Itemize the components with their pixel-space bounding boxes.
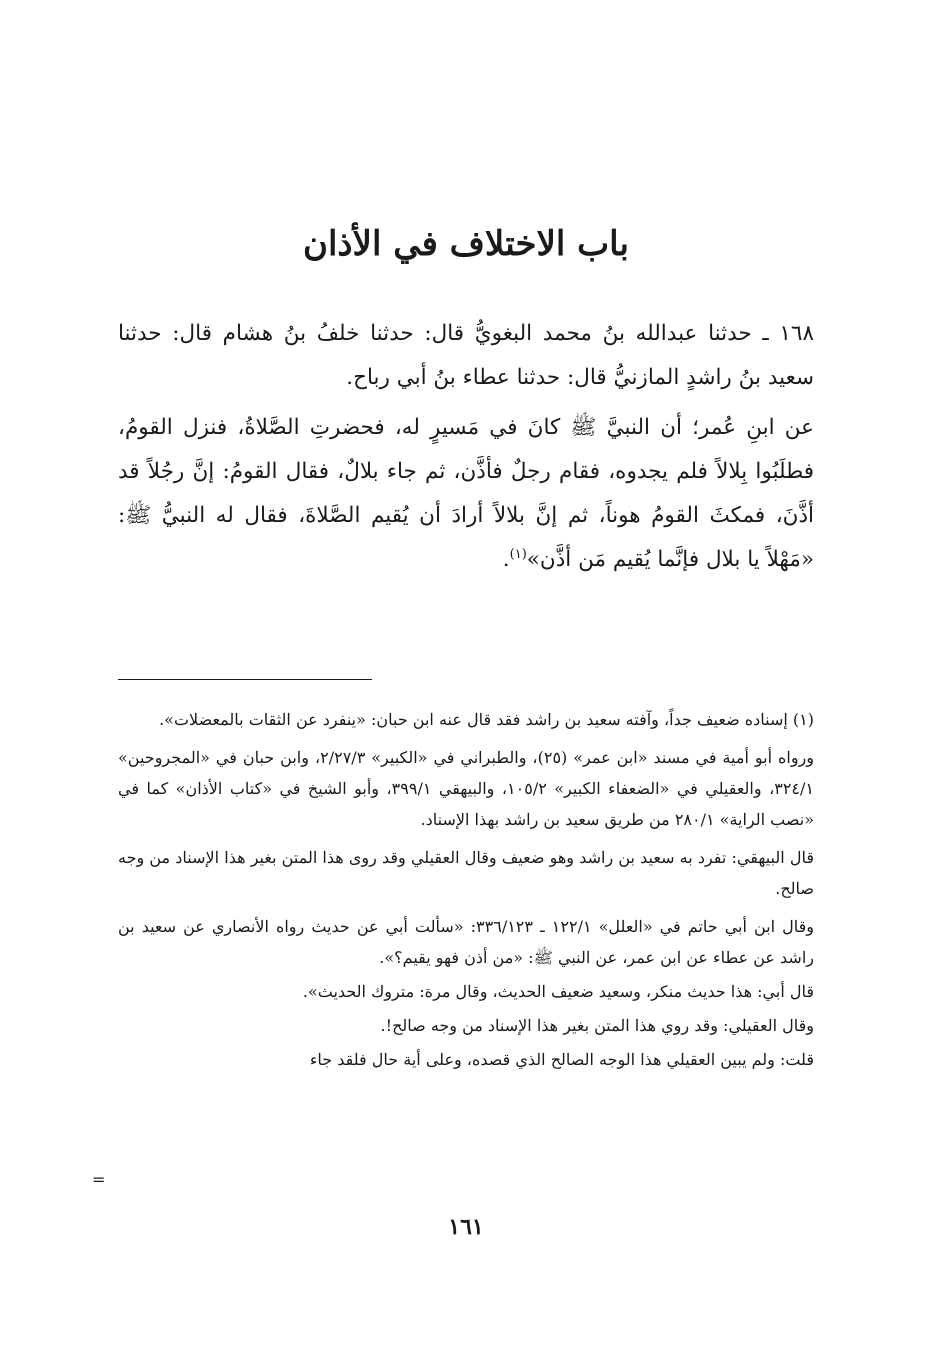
hadith-isnad: ١٦٨ ـ حدثنا عبدالله بنُ محمد البغويُّ قال: حدثنا خلفُ بنُ هشام قال: حدثنا سعيد بنُ راشدٍ المازنيُّ قال: حدثنا عطاء بنُ أبي رباح. [118,321,814,390]
footnote-separator [118,679,372,680]
book-page [92,0,815,1356]
page-number: ١٦١ [448,1214,484,1240]
footnote-paragraph: وقال العقيلي: وقد روي هذا المتن بغير هذا الإسناد من وجه صالح!. [380,1016,814,1035]
continuation-mark: = [92,1170,106,1189]
footnote-paragraph: قلت: ولم يبين العقيلي هذا الوجه الصالح الذي قصده، وعلى أية حال فلقد جاء [309,1050,814,1069]
chapter-title: باب الاختلاف في الأذان [303,224,629,264]
footnote-paragraph: قال أبي: هذا حديث منكر، وسعيد ضعيف الحديث، وقال مرة: متروك الحديث». [302,982,814,1001]
footnote-paragraph: (١) إسناده ضعيف جداً، وآفته سعيد بن راشد فقد قال عنه ابن حبان: «ينفرد عن الثقات بالمعضلات». [159,710,814,729]
hadith-matn-text: عن ابنِ عُمر؛ أن النبيَّ ﷺ كانَ في مَسيرٍ له، فحضرتِ الصَّلاةُ، فنزل القومُ، فطلَبُوا بِلالاً فلم يجدوه، فقام رجلٌ فأذَّن، ثم جاء بلالٌ، فقال القومُ: إنَّ رجُلاً قد أذَّنَ، فمكثَ القومُ هوناً، ثم إنَّ بلالاً أرادَ أن يُقيم الصَّلاةَ، فقال له النبيُّ ﷺ: «مَهْلاً يا بلال فإنَّما يُقيم مَن أذَّن» [118,415,814,572]
footnote-paragraph: قال البيهقي: تفرد به سعيد بن راشد وهو ضعيف وقال العقيلي وقد روى هذا المتن بغير هذا الإسناد من وجه صالح. [118,848,814,898]
hadith-matn [118,406,814,582]
footnote-paragraph: وقال ابن أبي حاتم في «العلل» ١٢٢/١ ـ ٣٣٦/١٢٣: «سألت أبي عن حديث رواه الأنصاري عن سعيد بن راشد عن عطاء عن ابن عمر، عن النبي ﷺ: «من أذن فهو يقيم؟». [118,917,814,967]
footnote-reference[interactable]: (١) [509,546,527,562]
footnotes-section [118,704,814,1082]
footnote-paragraph: ورواه أبو أمية في مسند «ابن عمر» (٢٥)، والطبراني في «الكبير» ٢/٢٧/٣، وابن حبان في «المجروحين» ٣٢٤/١، والعقيلي في «الضعفاء الكبير» ١٠٥/٢، والبيهقي ٣٩٩/١، وأبو الشيخ في «كتاب الأذان» كما في «نصب الراية» ٢٨٠/١ من طريق سعيد بن راشد بهذا الإسناد. [118,748,815,829]
hadith-block [118,312,814,582]
hadith-matn-end: . [502,547,510,572]
